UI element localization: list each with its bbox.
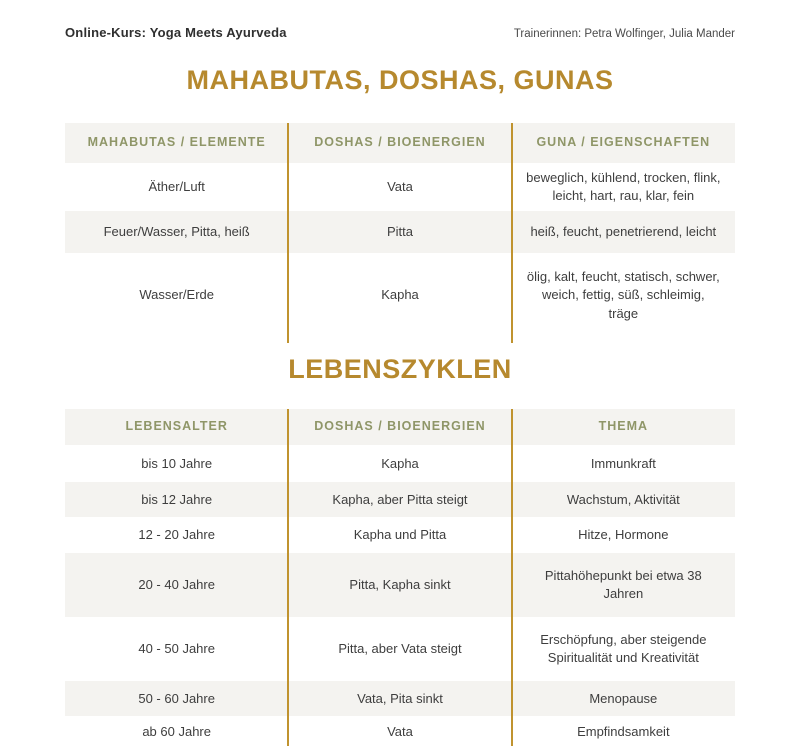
table-cell: Vata, Pita sinkt	[357, 690, 443, 706]
column-divider	[511, 123, 513, 343]
column-header-guna: GUNA / EIGENSCHAFTEN	[536, 135, 711, 150]
page-header	[65, 25, 735, 40]
table-cell: Pitta	[386, 223, 413, 239]
table-cell: Kapha und Pitta	[353, 527, 447, 542]
column-header-thema: THEMA	[598, 419, 649, 434]
table-cell: Erschöpfung, aber steigende Spiritualität und Kreativität	[540, 631, 707, 666]
table-cell: Kapha, aber Pitta steigt	[332, 491, 468, 507]
table-row	[65, 617, 735, 681]
table-cell: Vata	[387, 723, 413, 739]
table-header-row	[65, 409, 735, 445]
table-row	[65, 517, 735, 553]
table-cell: bis 12 Jahre	[141, 491, 213, 507]
mahabutas-table	[65, 123, 735, 338]
column-header-lebensalter: LEBENSALTER	[125, 419, 228, 434]
column-header-doshas: DOSHAS / BIOENERGIEN	[314, 135, 486, 150]
table-cell: Pitta, aber Vata steigt	[338, 641, 462, 656]
table-cell: bis 10 Jahre	[141, 455, 213, 471]
table-row	[65, 716, 735, 746]
table-row	[65, 211, 735, 253]
column-divider	[287, 123, 289, 343]
table-cell: 12 - 20 Jahre	[138, 527, 215, 542]
table-cell: Wachstum, Aktivität	[566, 491, 680, 507]
table-header-row	[65, 123, 735, 163]
table-row	[65, 681, 735, 716]
lebenszyklen-table	[65, 409, 735, 746]
table-row	[65, 253, 735, 338]
table-cell: Pittahöhepunkt bei etwa 38 Jahren	[544, 567, 702, 602]
table-cell: Hitze, Hormone	[578, 527, 669, 542]
section-title-lebenszyklen: LEBENSZYKLEN	[288, 354, 512, 385]
table-cell: beweglich, kühlend, trocken, flink, leicht, hart, rau, klar, fein	[526, 169, 721, 204]
trainers-label: Trainerinnen: Petra Wolfinger, Julia Mander	[513, 28, 735, 40]
table-cell: 40 - 50 Jahre	[138, 641, 215, 656]
column-divider	[511, 409, 513, 746]
table-cell: Pitta, Kapha sinkt	[349, 577, 451, 592]
table-cell: 20 - 40 Jahre	[138, 577, 215, 592]
column-divider	[287, 409, 289, 746]
table-cell: Menopause	[589, 690, 658, 706]
table-cell: Vata	[387, 178, 413, 194]
table-row	[65, 553, 735, 617]
course-title: Online-Kurs: Yoga Meets Ayurveda	[65, 25, 287, 40]
table-row	[65, 445, 735, 482]
table-row	[65, 163, 735, 211]
table-cell: Kapha	[381, 455, 419, 471]
table-cell: Kapha	[381, 287, 419, 303]
table-cell: heiß, feucht, penetrierend, leicht	[530, 223, 717, 239]
table-row	[65, 482, 735, 517]
table-cell: Immunkraft	[590, 455, 656, 471]
column-header-doshas: DOSHAS / BIOENERGIEN	[314, 419, 486, 434]
table-cell: Wasser/Erde	[139, 287, 214, 303]
table-cell: ab 60 Jahre	[142, 723, 211, 739]
section-title-mahabutas-doshas-gunas: MAHABUTAS, DOSHAS, GUNAS	[186, 65, 614, 95]
table-cell: Empfindsamkeit	[577, 723, 670, 739]
table-cell: 50 - 60 Jahre	[138, 690, 215, 706]
table-cell: ölig, kalt, feucht, statisch, schwer, weich, fettig, süß, schleimig, träge	[526, 269, 720, 321]
column-header-mahabutas: MAHABUTAS / ELEMENTE	[87, 135, 266, 150]
table-cell: Feuer/Wasser, Pitta, heiß	[103, 223, 250, 239]
table-cell: Äther/Luft	[148, 178, 205, 194]
